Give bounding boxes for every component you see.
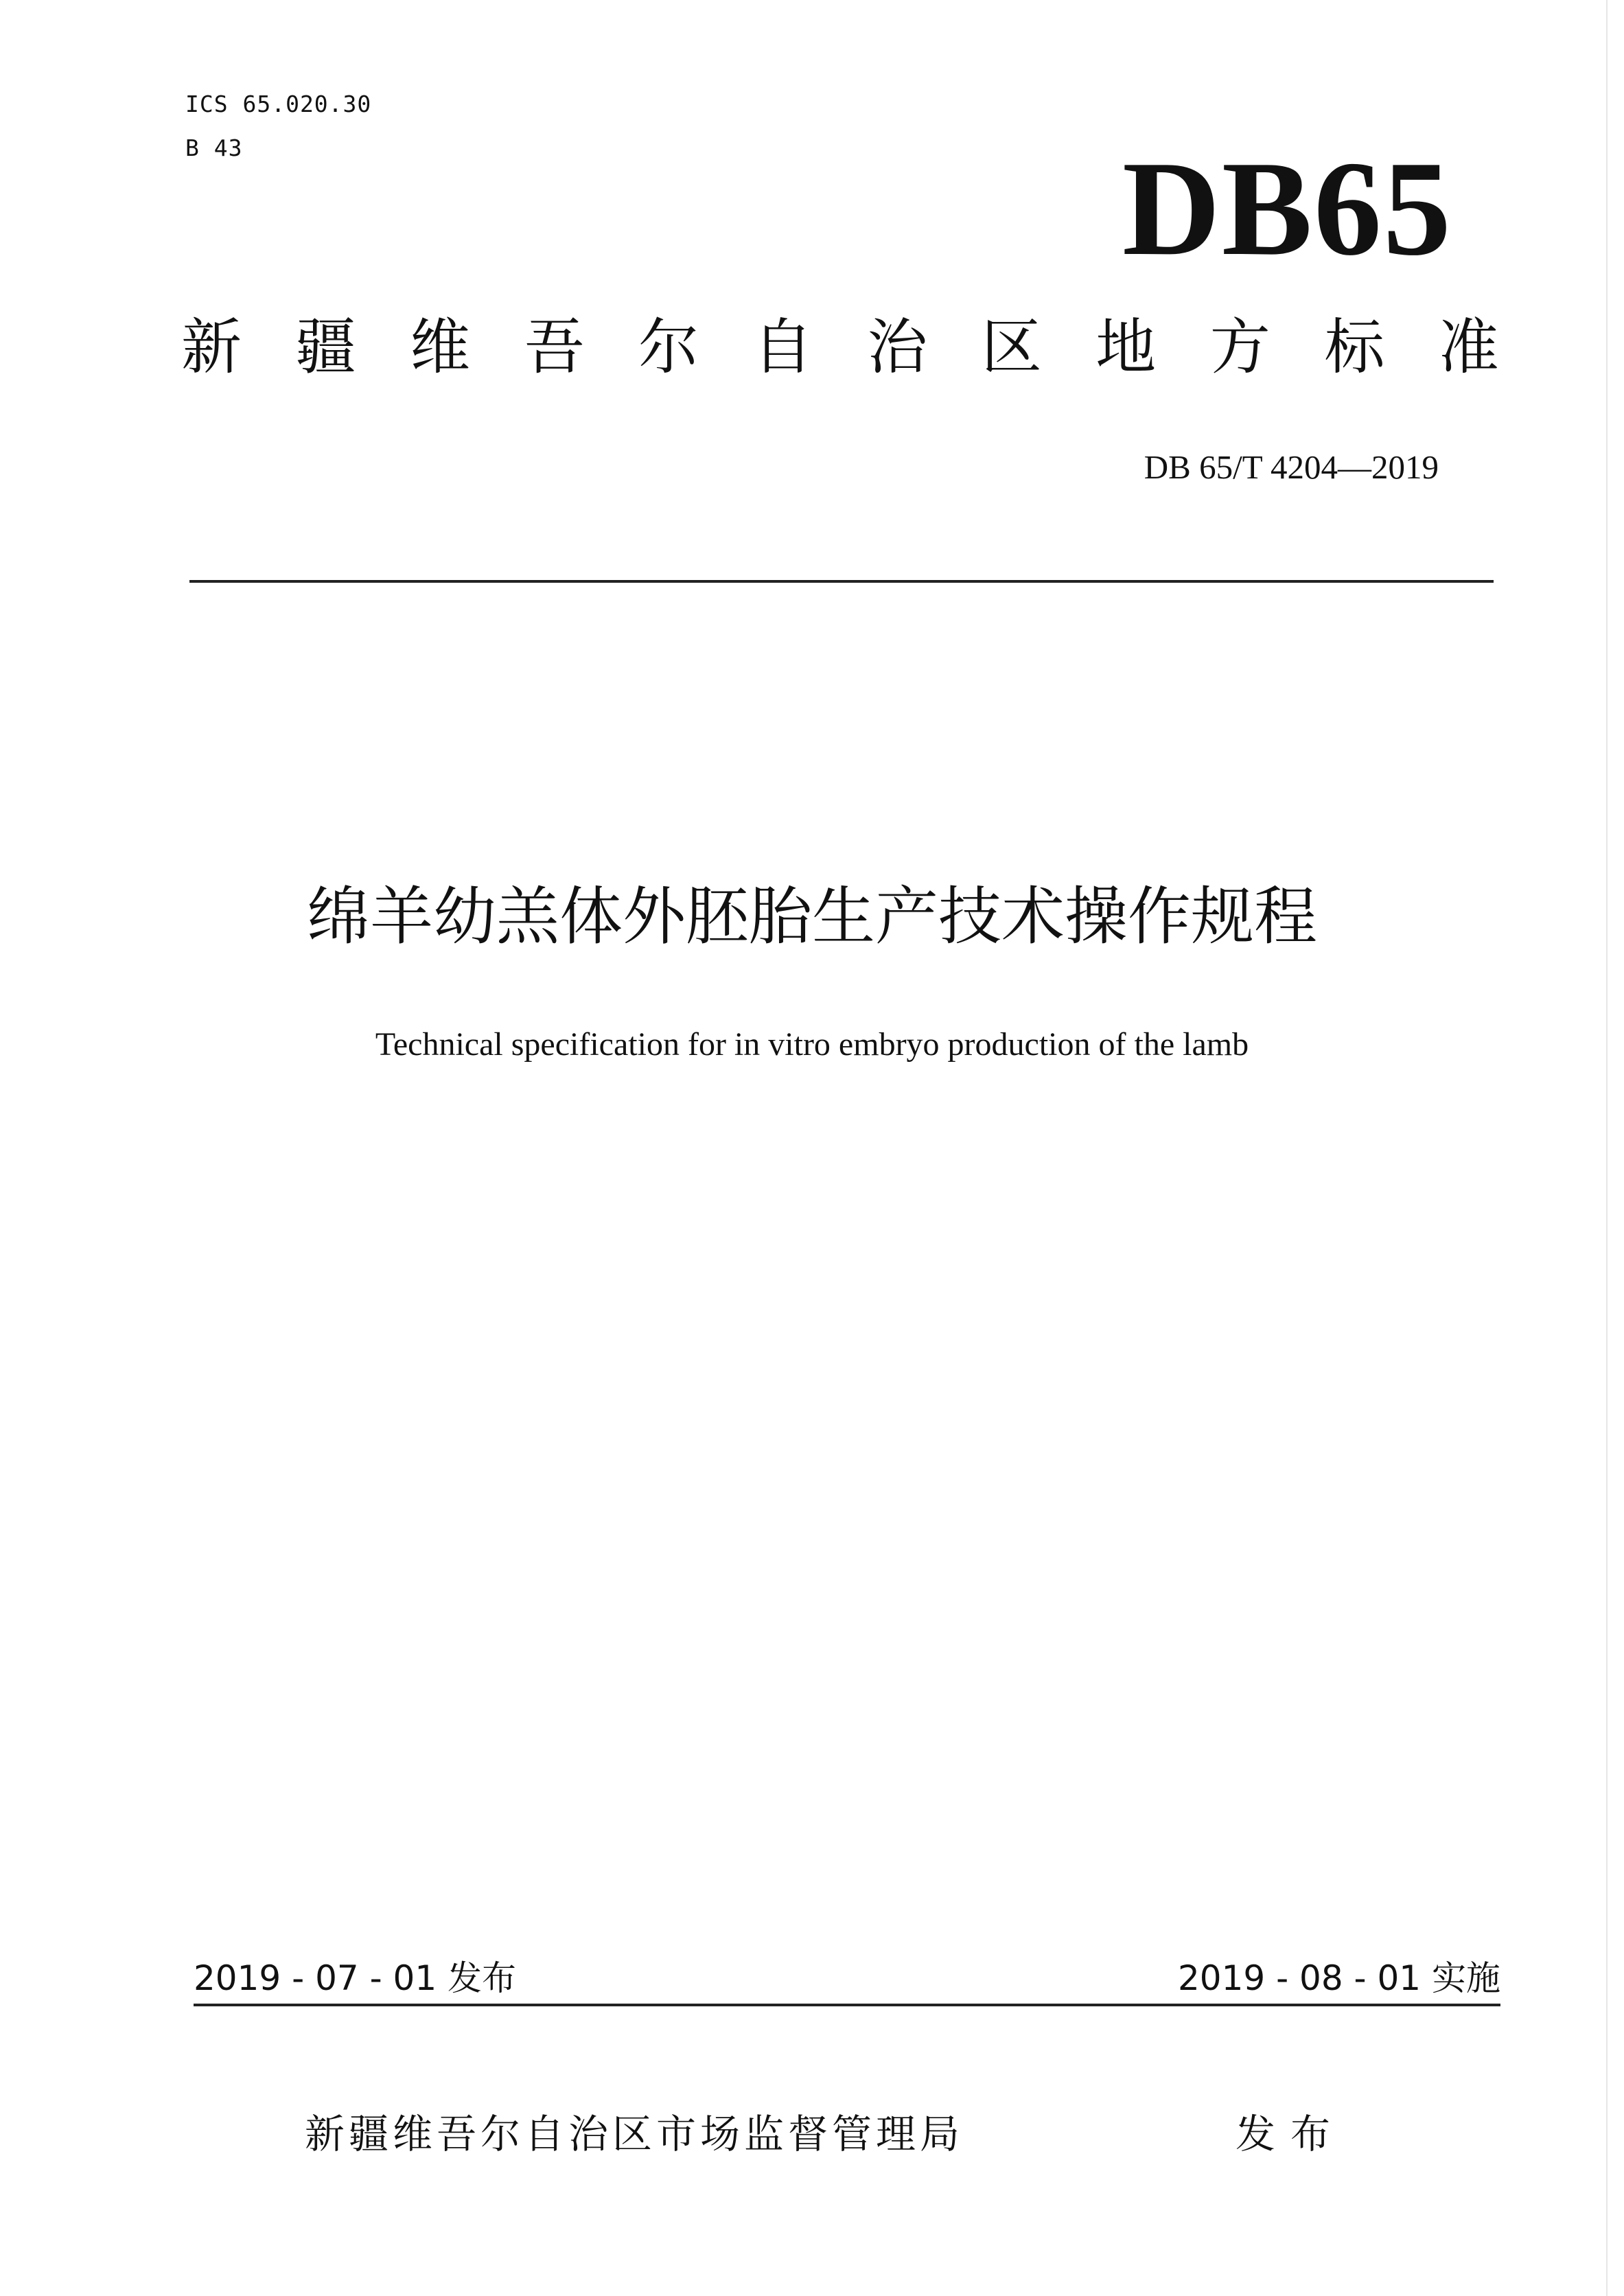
classification-code: B 43 xyxy=(185,135,243,161)
publisher-name: 新疆维吾尔自治区市场监督管理局 xyxy=(305,2111,964,2157)
standard-type-char: 吾 xyxy=(524,312,585,382)
standard-type-char: 准 xyxy=(1438,312,1499,382)
standard-mark: DB65 xyxy=(1122,133,1452,283)
standard-type-char: 地 xyxy=(1095,312,1157,382)
publish-label: 发布 xyxy=(1236,2111,1346,2157)
standard-type-char: 尔 xyxy=(638,312,699,382)
standard-type-char: 新 xyxy=(181,312,242,382)
issue-date: 2019 - 07 - 01 发布 xyxy=(194,1958,517,1998)
implementation-date: 2019 - 08 - 01 实施 xyxy=(1177,1958,1500,1998)
standard-type-char: 治 xyxy=(867,312,928,382)
standard-type-char: 方 xyxy=(1209,312,1271,382)
header-divider xyxy=(189,580,1494,583)
standard-number: DB 65/T 4204—2019 xyxy=(1144,448,1439,486)
standard-type-char: 区 xyxy=(981,312,1042,382)
ics-code: ICS 65.020.30 xyxy=(185,91,372,117)
document-title-cn: 绵羊幼羔体外胚胎生产技术操作规程 xyxy=(306,880,1317,953)
standard-type-char: 维 xyxy=(410,312,471,382)
standard-type-heading xyxy=(181,312,1499,382)
footer-divider xyxy=(194,2004,1500,2006)
standard-type-char: 标 xyxy=(1324,312,1385,382)
scan-edge-line xyxy=(1606,0,1608,2296)
standard-type-char: 疆 xyxy=(295,312,356,382)
document-title-en: Technical specification for in vitro embryo production of the lamb xyxy=(375,1026,1249,1063)
standard-type-char: 自 xyxy=(752,312,813,382)
